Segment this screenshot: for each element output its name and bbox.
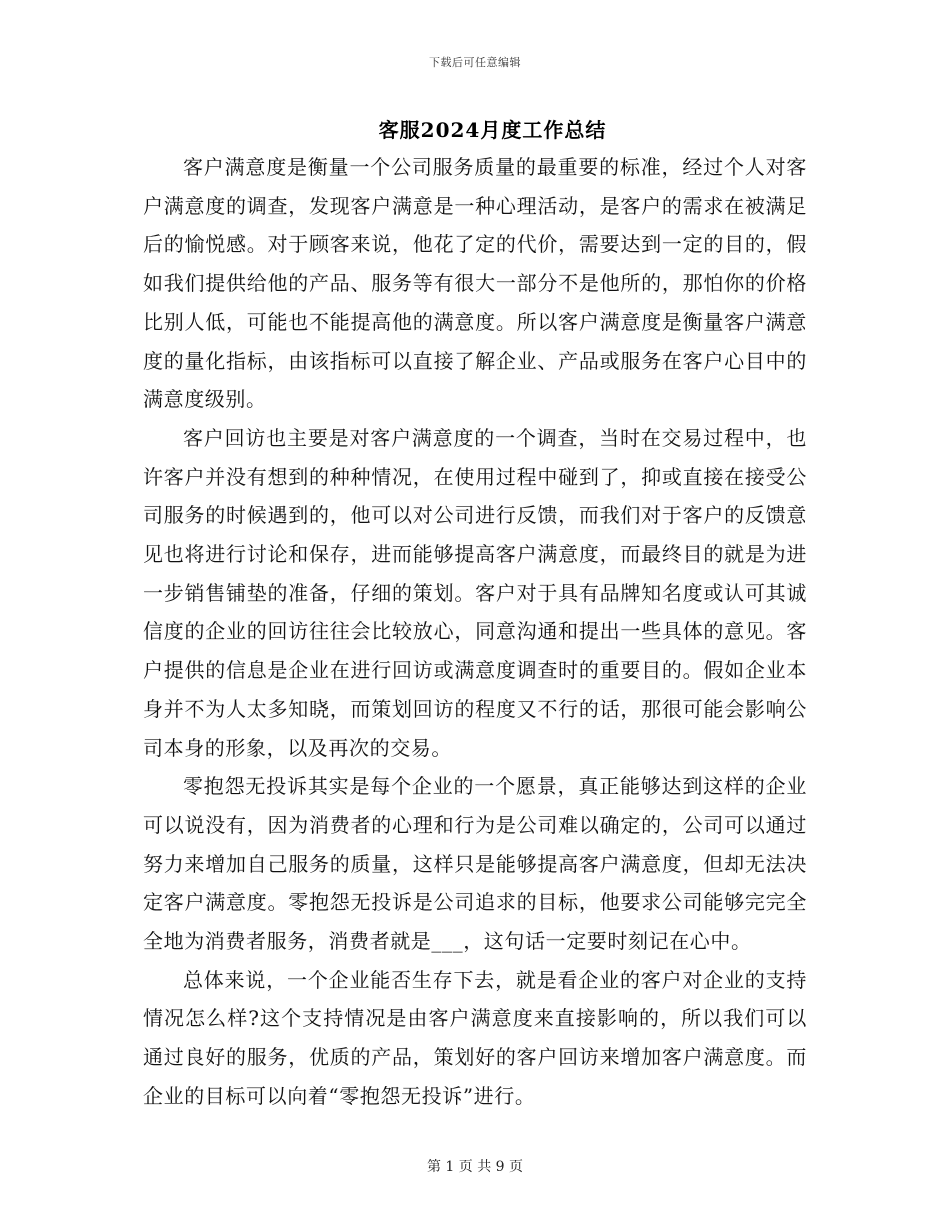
document-title: 客服2024月度工作总结	[378, 118, 607, 142]
paragraph-2: 客户回访也主要是对客户满意度的一个调查，当时在交易过程中，也许客户并没有想到的种种情况，在使用过程中碰到了，抑或直接在接受公司服务的时候遇到的，他可以对公司进行反馈，而我们对于客户的反馈意见也将进行讨论和保存，进而能够提高客户满意度，而最终目的就是为进一步销售铺垫的准备，仔细的策划。客户对于具有品牌知名度或认可其诚信度的企业的回访往往会比较放心，同意沟通和提出一些具体的意见。客户提供的信息是企业在进行回访或满意度调查时的重要目的。假如企业本身并不为人太多知晓，而策划回访的程度又不行的话，那很可能会影响公司本身的形象，以及再次的交易。	[143, 425, 807, 760]
paragraph-1: 客户满意度是衡量一个公司服务质量的最重要的标准，经过个人对客户满意度的调查，发现客户满意是一种心理活动，是客户的需求在被满足后的愉悦感。对于顾客来说，他花了定的代价，需要达到一定的目的，假如我们提供给他的产品、服务等有很大一部分不是他所的，那怕你的价格比别人低，可能也不能提高他的满意度。所以客户满意度是衡量客户满意度的量化指标，由该指标可以直接了解企业、产品或服务在客户心目中的满意度级别。	[143, 155, 807, 412]
paragraph-3: 零抱怨无投诉其实是每个企业的一个愿景，真正能够达到这样的企业可以说没有，因为消费者的心理和行为是公司难以确定的，公司可以通过努力来增加自己服务的质量，这样只是能够提高客户满意度，但却无法决定客户满意度。零抱怨无投诉是公司追求的目标，他要求公司能够完完全全地为消费者服务，消费者就是___，这句话一定要时刻记在心中。	[143, 774, 807, 954]
document-body	[143, 148, 807, 1116]
page-number: 第 1 页 共 9 页	[426, 1159, 524, 1175]
paragraph-4: 总体来说，一个企业能否生存下去，就是看企业的客户对企业的支持情况怎么样?这个支持情况是由客户满意度来直接影响的，所以我们可以通过良好的服务，优质的产品，策划好的客户回访来增加客户满意度。而企业的目标可以向着“零抱怨无投诉”进行。	[143, 967, 808, 1108]
header-note: 下载后可任意编辑	[429, 56, 521, 69]
